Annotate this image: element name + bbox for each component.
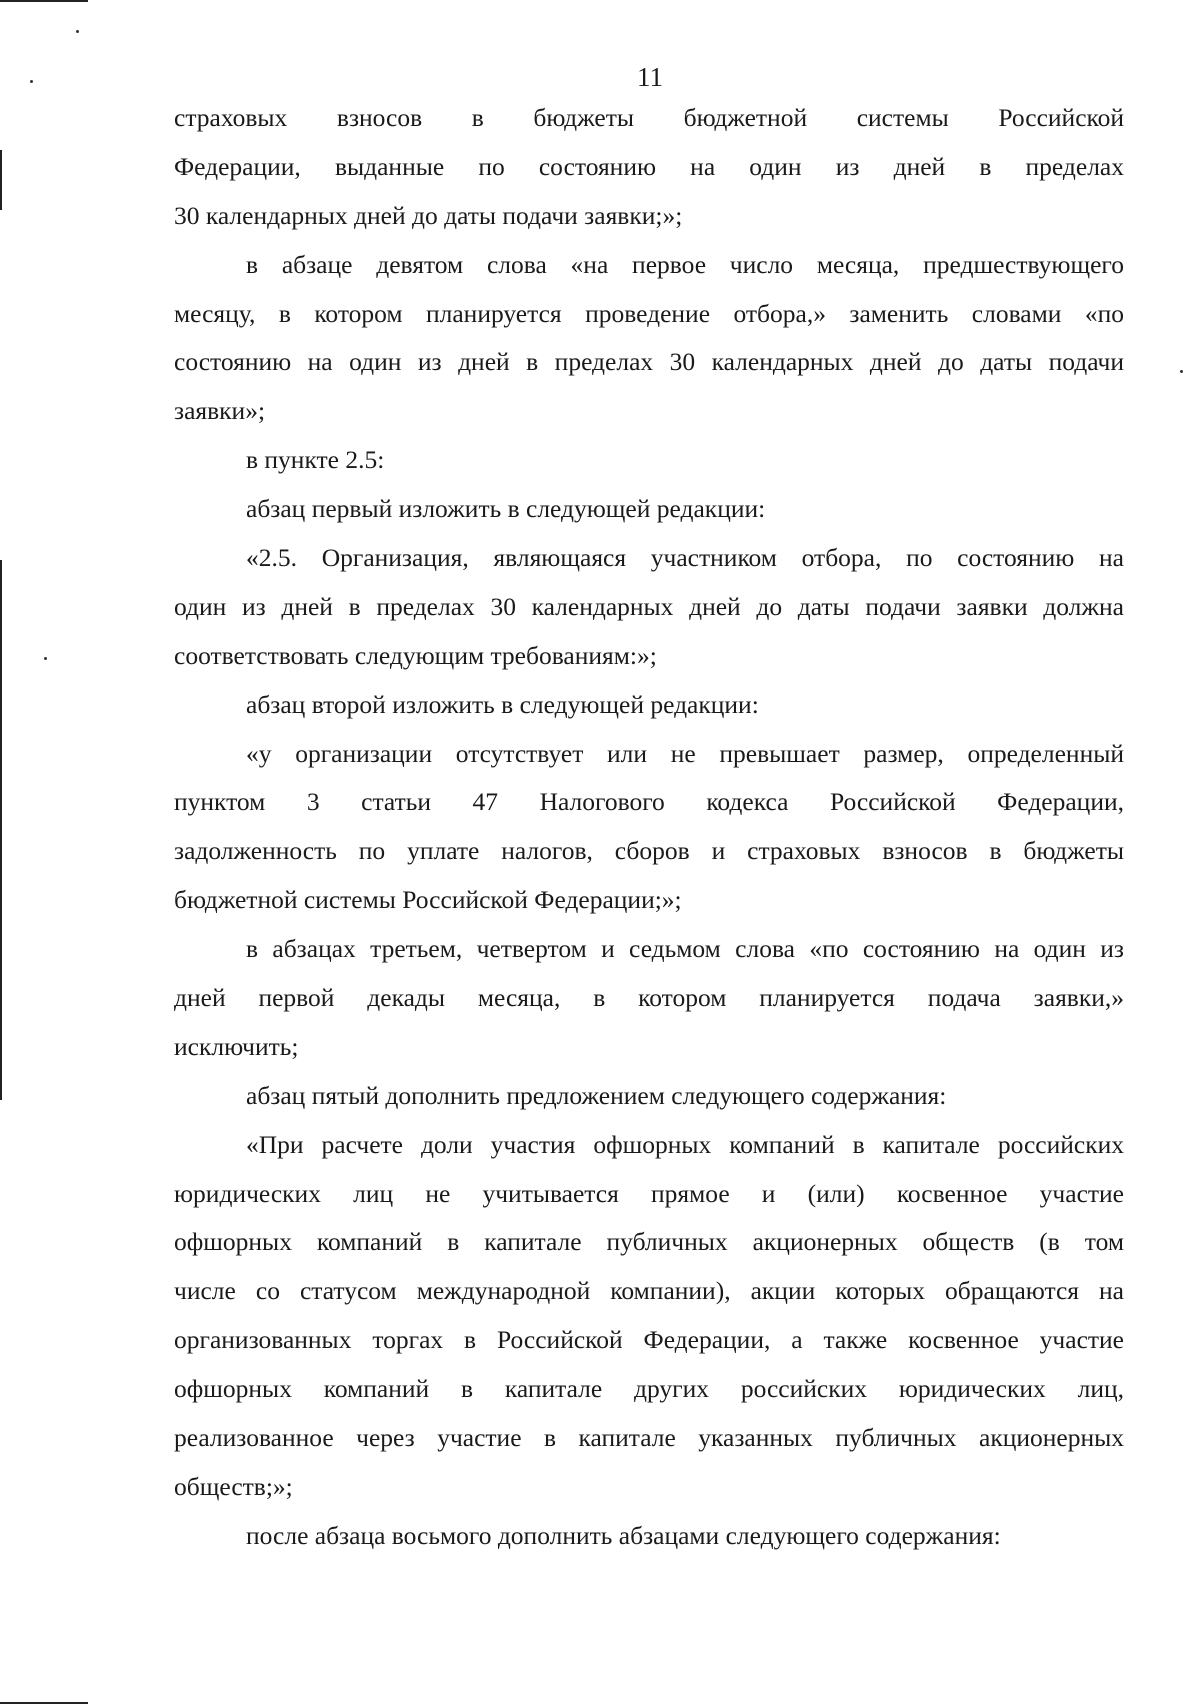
text-line: месяцу, в котором планируется проведение отбора,» заменить словами «по — [174, 298, 1124, 328]
scan-speck — [1180, 370, 1183, 373]
text-line: абзац второй изложить в следующей редакции: — [246, 689, 759, 719]
text-line: реализованное через участие в капитале указанных публичных акционерных — [174, 1423, 1124, 1453]
text-line: состоянию на один из дней в пределах 30 календарных дней до даты подачи — [174, 347, 1124, 377]
text-line: «у организации отсутствует или не превышает размер, определенный — [246, 738, 1124, 768]
text-line: офшорных компаний в капитале других российских юридических лиц, — [174, 1374, 1124, 1404]
text-line: заявки»; — [174, 396, 266, 426]
text-line: Федерации, выданные по состоянию на один из дней в пределах — [174, 151, 1124, 181]
document-body — [174, 94, 1124, 1561]
text-line: юридических лиц не учитывается прямое и (или) косвенное участие — [174, 1178, 1124, 1208]
text-line: после абзаца восьмого дополнить абзацами следующего содержания: — [246, 1520, 1001, 1550]
scan-border-bottom-left — [0, 1702, 88, 1704]
text-line: в абзаце девятом слова «на первое число месяца, предшествующего — [246, 249, 1124, 279]
text-line: соответствовать следующим требованиям:»; — [174, 640, 657, 670]
text-line: абзац первый изложить в следующей редакции: — [246, 494, 766, 524]
page-number: 11 — [637, 62, 663, 92]
text-line: офшорных компаний в капитале публичных акционерных обществ (в том — [174, 1227, 1124, 1257]
text-line: дней первой декады месяца, в котором планируется подача заявки,» — [174, 983, 1124, 1013]
text-line: «2.5. Организация, являющаяся участником отбора, по состоянию на — [246, 543, 1124, 573]
text-line: обществ;»; — [174, 1471, 293, 1501]
scan-speck — [44, 657, 47, 660]
text-line: страховых взносов в бюджеты бюджетной системы Российской — [174, 103, 1124, 132]
text-line: «При расчете доли участия офшорных компаний в капитале российских — [246, 1129, 1124, 1159]
text-line: исключить; — [174, 1031, 299, 1061]
text-line: 30 календарных дней до даты подачи заявки;»; — [174, 200, 683, 230]
text-line: бюджетной системы Российской Федерации;»; — [174, 885, 682, 915]
text-line: пунктом 3 статьи 47 Налогового кодекса Российской Федерации, — [174, 787, 1124, 817]
text-line: в пункте 2.5: — [246, 445, 385, 475]
scan-speck — [76, 30, 79, 33]
text-line: задолженность по уплате налогов, сборов и страховых взносов в бюджеты — [174, 836, 1124, 866]
scan-border-top-left — [0, 0, 88, 2]
scan-border-left-2 — [0, 560, 2, 1100]
text-line: числе со статусом международной компании), акции которых обращаются на — [174, 1276, 1124, 1306]
scan-border-left-1 — [0, 150, 2, 210]
scan-speck — [30, 80, 33, 83]
text-line: абзац пятый дополнить предложением следующего содержания: — [246, 1080, 947, 1110]
text-line: один из дней в пределах 30 календарных дней до даты подачи заявки должна — [174, 591, 1124, 621]
text-line: в абзацах третьем, четвертом и седьмом слова «по состоянию на один из — [246, 934, 1124, 964]
text-line: организованных торгах в Российской Федерации, а также косвенное участие — [174, 1325, 1124, 1355]
